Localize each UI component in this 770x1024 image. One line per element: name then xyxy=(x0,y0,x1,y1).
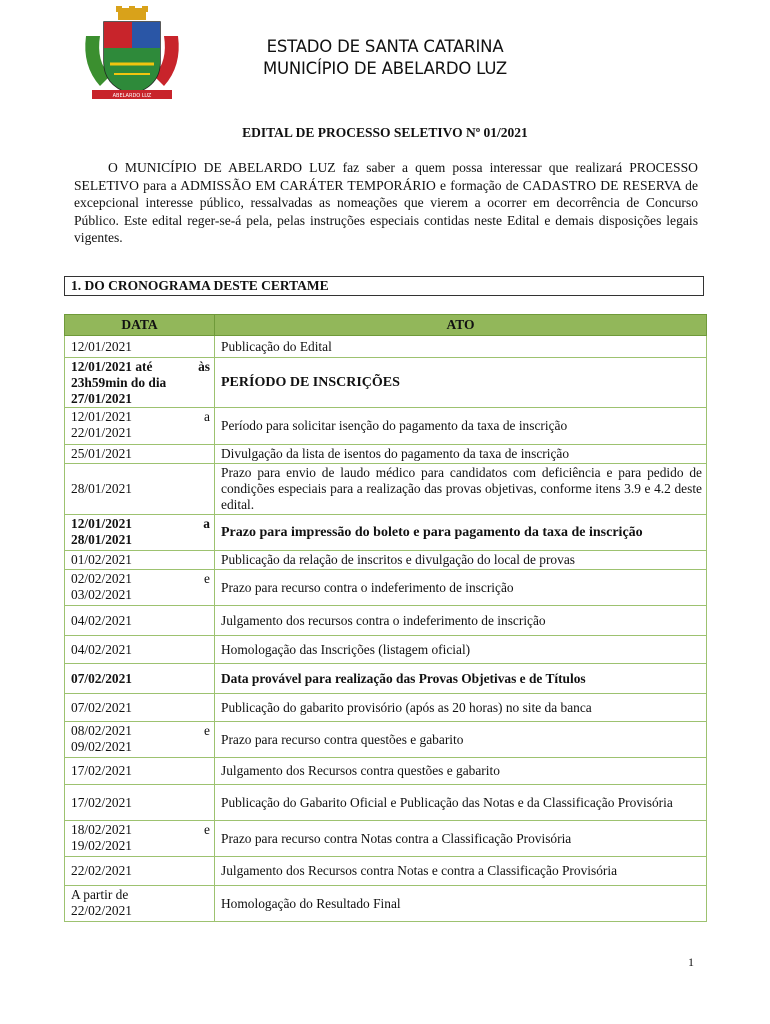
table-row xyxy=(65,664,707,694)
row-act: Período para solicitar isenção do pagamento da taxa de inscrição xyxy=(215,408,707,445)
row-date: 18/02/2021 e 19/02/2021 xyxy=(65,821,215,857)
row-date: 17/02/2021 xyxy=(65,758,215,785)
table-row xyxy=(65,857,707,886)
row-act: Publicação da relação de inscritos e divulgação do local de provas xyxy=(215,551,707,570)
row-act: PERÍODO DE INSCRIÇÕES xyxy=(215,358,707,408)
table-row xyxy=(65,694,707,722)
intro-text: O MUNICÍPIO DE ABELARDO LUZ faz saber a quem possa interessar que realizará PROCESSO SELETIVO para a ADMISSÃO EM CARÁTER TEMPORÁRIO e formação de CADASTRO DE RESERVA de excepcional interesse público, ressalvadas as nomeações que vierem a ocorrer em decorrência de Concurso Público. Este edital reger-se-á pela, pelas instruções especiais contidas neste Edital e demais disposições legais vigentes. xyxy=(74,160,698,246)
row-act: Julgamento dos Recursos contra questões e gabarito xyxy=(215,758,707,785)
svg-text:ABELARDO LUZ: ABELARDO LUZ xyxy=(112,93,152,99)
row-act: Prazo para impressão do boleto e para pagamento da taxa de inscrição xyxy=(215,515,707,551)
state-name: ESTADO DE SANTA CATARINA xyxy=(266,37,504,56)
row-date: 12/01/2021 a 22/01/2021 xyxy=(65,408,215,445)
schedule-table xyxy=(64,314,707,922)
row-act: Divulgação da lista de isentos do pagamento da taxa de inscrição xyxy=(215,445,707,464)
row-date: 02/02/2021 e 03/02/2021 xyxy=(65,570,215,606)
row-act: Julgamento dos Recursos contra Notas e contra a Classificação Provisória xyxy=(215,857,707,886)
row-act: Publicação do Gabarito Oficial e Publicação das Notas e da Classificação Provisória xyxy=(215,785,707,821)
table-row xyxy=(65,606,707,636)
intro-paragraph xyxy=(74,159,698,247)
table-row xyxy=(65,886,707,922)
table-row xyxy=(65,758,707,785)
column-header-data: DATA xyxy=(65,315,215,336)
row-date: 08/02/2021 e 09/02/2021 xyxy=(65,722,215,758)
row-date: A partir de 22/02/2021 xyxy=(65,886,215,922)
table-row xyxy=(65,722,707,758)
row-date: 28/01/2021 xyxy=(65,464,215,515)
row-act: Data provável para realização das Provas Objetivas e de Títulos xyxy=(215,664,707,694)
row-date: 25/01/2021 xyxy=(65,445,215,464)
table-row xyxy=(65,408,707,445)
row-date: 22/02/2021 xyxy=(65,857,215,886)
row-act: Publicação do Edital xyxy=(215,336,707,358)
table-row xyxy=(65,445,707,464)
table-row xyxy=(65,570,707,606)
row-act: Homologação das Inscrições (listagem oficial) xyxy=(215,636,707,664)
table-row xyxy=(65,785,707,821)
row-date: 07/02/2021 xyxy=(65,694,215,722)
row-date: 12/01/2021 xyxy=(65,336,215,358)
row-act: Prazo para envio de laudo médico para candidatos com deficiência e para pedido de condições especiais para a realização das provas objetivas, conforme itens 3.9 e 4.2 deste edital. xyxy=(215,464,707,515)
page-number: 1 xyxy=(688,955,694,969)
row-act: Prazo para recurso contra questões e gabarito xyxy=(215,722,707,758)
row-date: 17/02/2021 xyxy=(65,785,215,821)
table-row xyxy=(65,515,707,551)
municipal-crest-icon xyxy=(80,6,184,104)
edital-title: EDITAL DE PROCESSO SELETIVO Nº 01/2021 xyxy=(242,125,528,140)
table-row xyxy=(65,336,707,358)
table-row xyxy=(65,551,707,570)
row-act: Julgamento dos recursos contra o indeferimento de inscrição xyxy=(215,606,707,636)
section-title: 1. DO CRONOGRAMA DESTE CERTAME xyxy=(64,276,704,296)
row-act: Prazo para recurso contra o indeferimento de inscrição xyxy=(215,570,707,606)
row-date: 12/01/2021 a 28/01/2021 xyxy=(65,515,215,551)
row-act: Publicação do gabarito provisório (após as 20 horas) no site da banca xyxy=(215,694,707,722)
row-date: 04/02/2021 xyxy=(65,606,215,636)
table-row xyxy=(65,636,707,664)
row-date: 12/01/2021 até às 23h59min do dia 27/01/2021 xyxy=(65,358,215,408)
row-act: Prazo para recurso contra Notas contra a Classificação Provisória xyxy=(215,821,707,857)
table-row xyxy=(65,464,707,515)
document-header xyxy=(200,36,570,80)
row-date: 04/02/2021 xyxy=(65,636,215,664)
row-act: Homologação do Resultado Final xyxy=(215,886,707,922)
row-date: 01/02/2021 xyxy=(65,551,215,570)
column-header-ato: ATO xyxy=(215,315,707,336)
municipality-name: MUNICÍPIO DE ABELARDO LUZ xyxy=(262,59,508,78)
table-row xyxy=(65,821,707,857)
row-date: 07/02/2021 xyxy=(65,664,215,694)
table-row xyxy=(65,358,707,408)
